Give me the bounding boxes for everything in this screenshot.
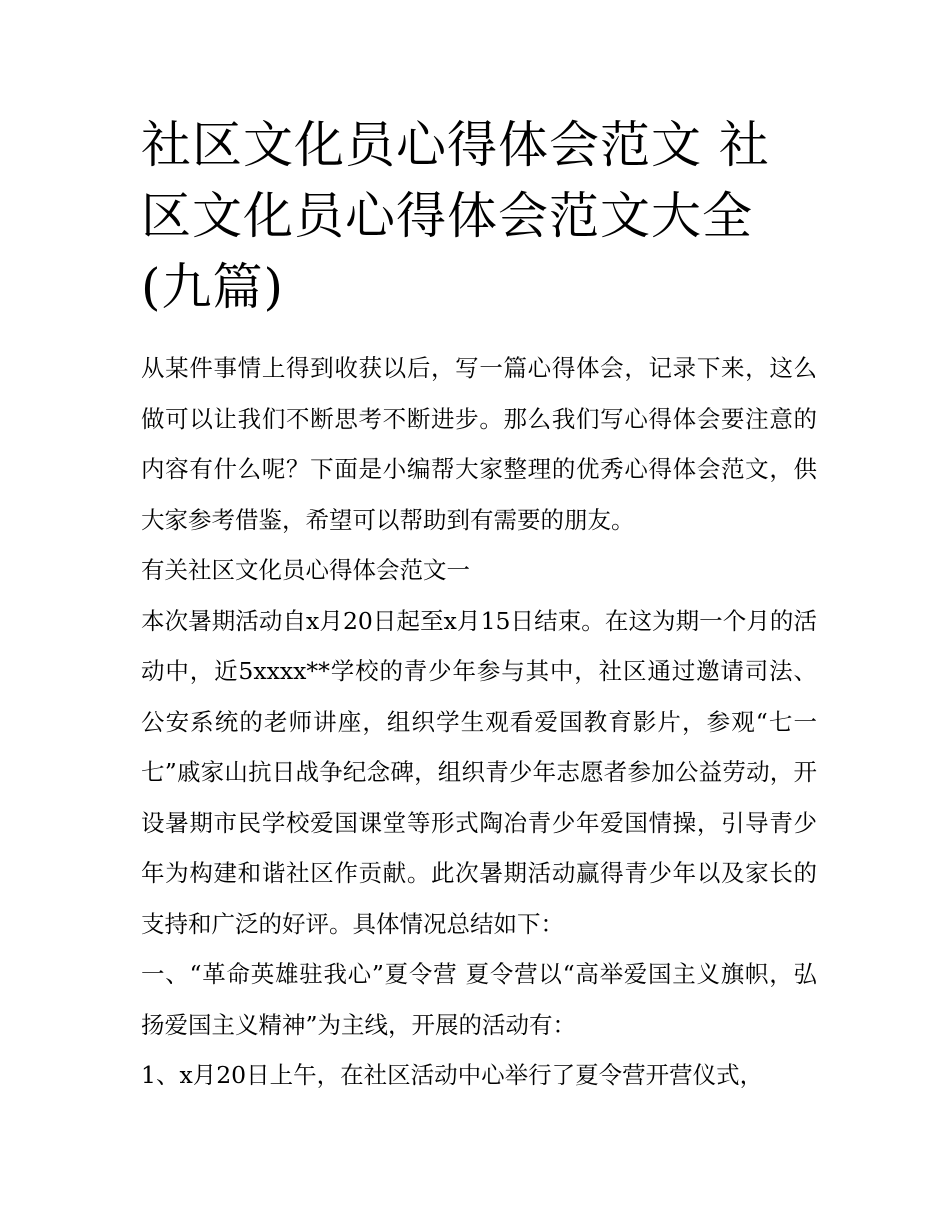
document-body — [141, 343, 817, 1101]
body-paragraph: 一、“革命英雄驻我心”夏令营 夏令营以“高举爱国主义旗帜，弘扬爱国主义精神”为主线，开展的活动有： — [141, 960, 817, 1039]
section-heading: 有关社区文化员心得体会范文一 — [141, 556, 470, 584]
body-paragraph: 本次暑期活动自x月20日起至x月15日结束。在这为期一个月的活动中，近5xxxx**学校的青少年参与其中，社区通过邀请司法、公安系统的老师讲座，组织学生观看爱国教育影片，参观“七一七”戚家山抗日战争纪念碑，组织青少年志愿者参加公益劳动，开设暑期市民学校爱国课堂等形式陶冶青少年爱国情操，引导青少年为构建和谐社区作贡献。此次暑期活动赢得青少年以及家长的支持和广泛的好评。具体情况总结如下： — [141, 606, 817, 938]
intro-paragraph: 从某件事情上得到收获以后，写一篇心得体会，记录下来，这么做可以让我们不断思考不断进步。那么我们写心得体会要注意的内容有什么呢？下面是小编帮大家整理的优秀心得体会范文，供大家参考借鉴，希望可以帮助到有需要的朋友。 — [141, 354, 817, 534]
document-page — [141, 110, 817, 1101]
document-title: 社区文化员心得体会范文 社区文化员心得体会范文大全(九篇) — [141, 116, 770, 316]
body-paragraph: 1、x月20日上午，在社区活动中心举行了夏令营开营仪式， — [141, 1061, 764, 1089]
